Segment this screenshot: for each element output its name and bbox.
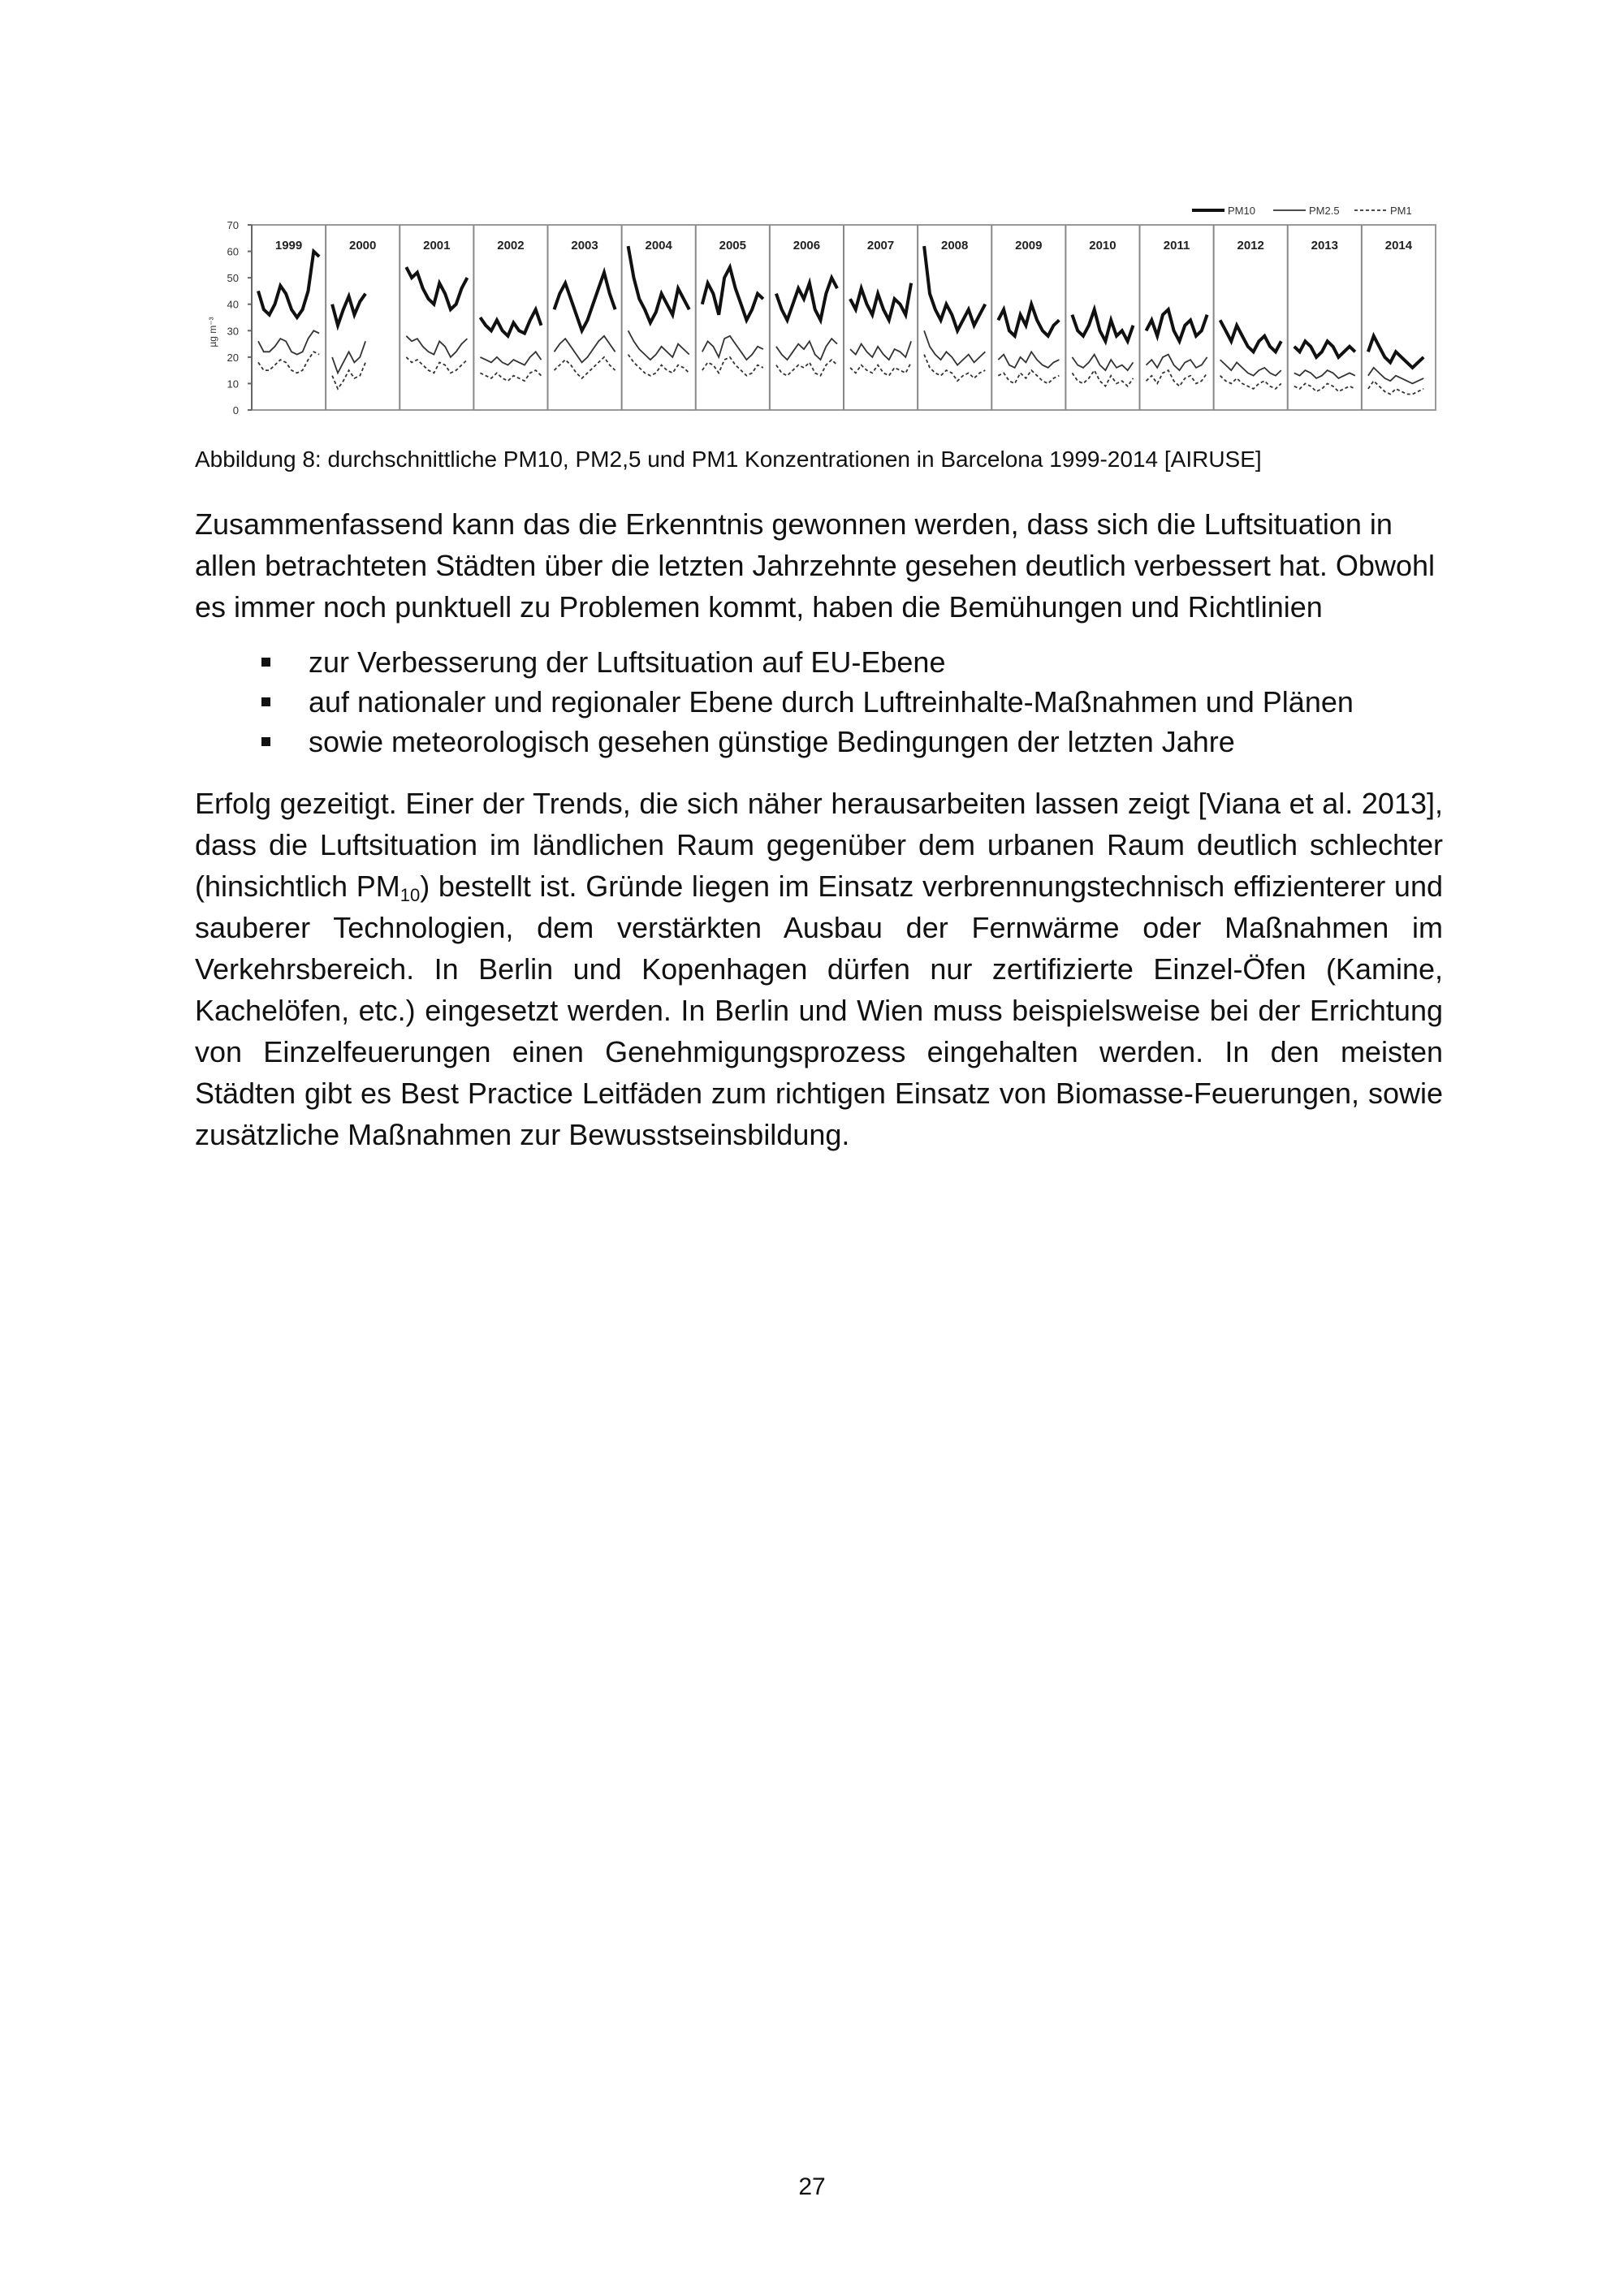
series-line-pm10 bbox=[1220, 320, 1281, 352]
bullet-square-icon bbox=[261, 658, 270, 667]
series-line-pm25 bbox=[1368, 368, 1423, 384]
y-tick-label: 60 bbox=[227, 245, 239, 258]
bullet-text: zur Verbesserung der Luftsituation auf EU-Ebene bbox=[309, 645, 946, 679]
year-label: 2011 bbox=[1163, 239, 1190, 252]
bullet-square-icon bbox=[261, 697, 270, 706]
year-label: 2000 bbox=[349, 239, 377, 252]
y-tick-label: 50 bbox=[227, 272, 239, 285]
bullet-item bbox=[195, 642, 1443, 682]
bullet-list bbox=[195, 642, 1443, 762]
year-label: 2008 bbox=[941, 239, 969, 252]
legend-label: PM1 bbox=[1390, 205, 1412, 217]
series-line-pm10 bbox=[555, 273, 615, 331]
series-line-pm10 bbox=[924, 246, 985, 330]
series-line-pm10 bbox=[480, 309, 541, 336]
series-line-pm1 bbox=[332, 362, 365, 389]
legend-label: PM10 bbox=[1228, 205, 1255, 217]
series-line-pm10 bbox=[1294, 341, 1355, 357]
y-tick-label: 70 bbox=[227, 219, 239, 231]
series-line-pm1 bbox=[406, 357, 467, 373]
y-tick-label: 30 bbox=[227, 325, 239, 338]
series-line-pm1 bbox=[1294, 383, 1355, 391]
series-line-pm10 bbox=[258, 252, 319, 317]
series-line-pm10 bbox=[406, 267, 467, 309]
series-line-pm10 bbox=[1072, 309, 1133, 341]
year-label: 2012 bbox=[1237, 239, 1264, 252]
series-line-pm1 bbox=[850, 362, 911, 375]
series-line-pm10 bbox=[702, 267, 763, 320]
series-line-pm1 bbox=[480, 370, 541, 381]
figure-caption: Abbildung 8: durchschnittliche PM10, PM2,5 und PM1 Konzentrationen in Barcelona 1999-2014 [AIRUSE] bbox=[195, 447, 1262, 472]
year-label: 2003 bbox=[571, 239, 598, 252]
series-line-pm10 bbox=[1368, 336, 1423, 368]
y-tick-label: 10 bbox=[227, 378, 239, 391]
series-line-pm25 bbox=[702, 336, 763, 360]
series-line-pm10 bbox=[628, 246, 689, 322]
series-line-pm1 bbox=[628, 355, 689, 376]
series-line-pm25 bbox=[332, 341, 365, 373]
body-text bbox=[195, 503, 1443, 1155]
bullet-text: sowie meteorologisch gesehen günstige Bedingungen der letzten Jahre bbox=[309, 725, 1235, 758]
series-line-pm25 bbox=[1147, 355, 1207, 371]
series-line-pm25 bbox=[998, 352, 1059, 368]
bullet-square-icon bbox=[261, 737, 270, 746]
series-line-pm25 bbox=[924, 330, 985, 365]
pm-subscript: 10 bbox=[400, 885, 421, 905]
bullet-item bbox=[195, 722, 1443, 762]
series-line-pm25 bbox=[1294, 370, 1355, 378]
y-tick-label: 40 bbox=[227, 298, 239, 311]
year-label: 2014 bbox=[1384, 239, 1413, 252]
series-line-pm25 bbox=[1220, 360, 1281, 376]
series-line-pm10 bbox=[998, 304, 1059, 336]
paragraph-trends-part-1: Erfolg gezeitigt. Einer der Trends, die sich näher herausarbeiten lassen zeigt [Viana et al. 2013], dass die Luftsituation im ländlichen Raum gegenüber dem urbanen Raum deutlich schlechter (hinsichtlich PM bbox=[195, 787, 1443, 903]
year-label: 2009 bbox=[1015, 239, 1043, 252]
series-line-pm10 bbox=[1147, 309, 1207, 341]
bullet-text: auf nationaler und regionaler Ebene durch Luftreinhalte-Maßnahmen und Plänen bbox=[309, 685, 1354, 719]
series-line-pm25 bbox=[555, 336, 615, 363]
series-line-pm1 bbox=[998, 370, 1059, 383]
pm-concentration-chart bbox=[203, 199, 1445, 418]
year-label: 2004 bbox=[645, 239, 672, 252]
chart-canvas bbox=[203, 199, 1445, 418]
year-label: 2010 bbox=[1089, 239, 1116, 252]
year-label: 2002 bbox=[497, 239, 525, 252]
bullet-item bbox=[195, 682, 1443, 722]
series-line-pm1 bbox=[776, 360, 837, 376]
series-line-pm1 bbox=[702, 357, 763, 376]
series-line-pm1 bbox=[1220, 376, 1281, 389]
series-line-pm25 bbox=[850, 341, 911, 360]
series-line-pm1 bbox=[924, 355, 985, 382]
series-line-pm25 bbox=[258, 330, 319, 354]
page-number: 27 bbox=[798, 2173, 826, 2200]
series-line-pm25 bbox=[406, 336, 467, 357]
legend-label: PM2.5 bbox=[1309, 205, 1340, 217]
series-line-pm25 bbox=[776, 339, 837, 360]
year-label: 2005 bbox=[719, 239, 746, 252]
y-tick-label: 20 bbox=[227, 351, 239, 364]
paragraph-summary: Zusammenfassend kann das die Erkenntnis gewonnen werden, dass sich die Luftsituation in allen betrachteten Städten über die letzten Jahrzehnte gesehen deutlich verbessert hat. Obwohl es immer noch punktuell zu Problemen kommt, haben die Bemühungen und Richtlinien bbox=[195, 507, 1435, 624]
series-line-pm10 bbox=[850, 283, 911, 321]
series-line-pm1 bbox=[1072, 370, 1133, 386]
year-label: 2013 bbox=[1311, 239, 1338, 252]
paragraph-trends-part-2: ) bestellt ist. Gründe liegen im Einsatz verbrennungstechnisch effizienterer und sauberer Technologien, dem verstärkten Ausbau der Fernwärme oder Maßnahmen im Verkehrsbereich. In Berlin und Kopenhagen dürfen nur zertifizierte Einzel-Öfen (Kamine, Kachelöfen, etc.) eingesetzt werden. In Berlin und Wien muss beispielsweise bei der Errichtung von Einzelfeuerungen einen Genehmigungsprozess eingehalten werden. In den meisten Städten gibt es Best Practice Leitfäden zum richtigen Einsatz von Biomasse-Feuerungen, sowie zusätzliche Maßnahmen zur Bewusstseinsbildung. bbox=[195, 870, 1443, 1151]
series-line-pm10 bbox=[332, 294, 365, 326]
series-line-pm1 bbox=[1147, 370, 1207, 386]
year-label: 1999 bbox=[274, 239, 303, 252]
y-tick-label: 0 bbox=[232, 404, 239, 416]
year-label: 2001 bbox=[423, 239, 451, 252]
series-line-pm25 bbox=[1072, 355, 1133, 371]
year-label: 2007 bbox=[866, 239, 895, 252]
series-line-pm25 bbox=[628, 330, 689, 360]
series-line-pm25 bbox=[480, 352, 541, 365]
series-line-pm1 bbox=[258, 352, 319, 373]
year-label: 2006 bbox=[793, 239, 821, 252]
paragraph-trends bbox=[195, 783, 1443, 1155]
series-line-pm10 bbox=[776, 278, 837, 320]
y-axis-label: µg m⁻³ bbox=[207, 317, 218, 347]
